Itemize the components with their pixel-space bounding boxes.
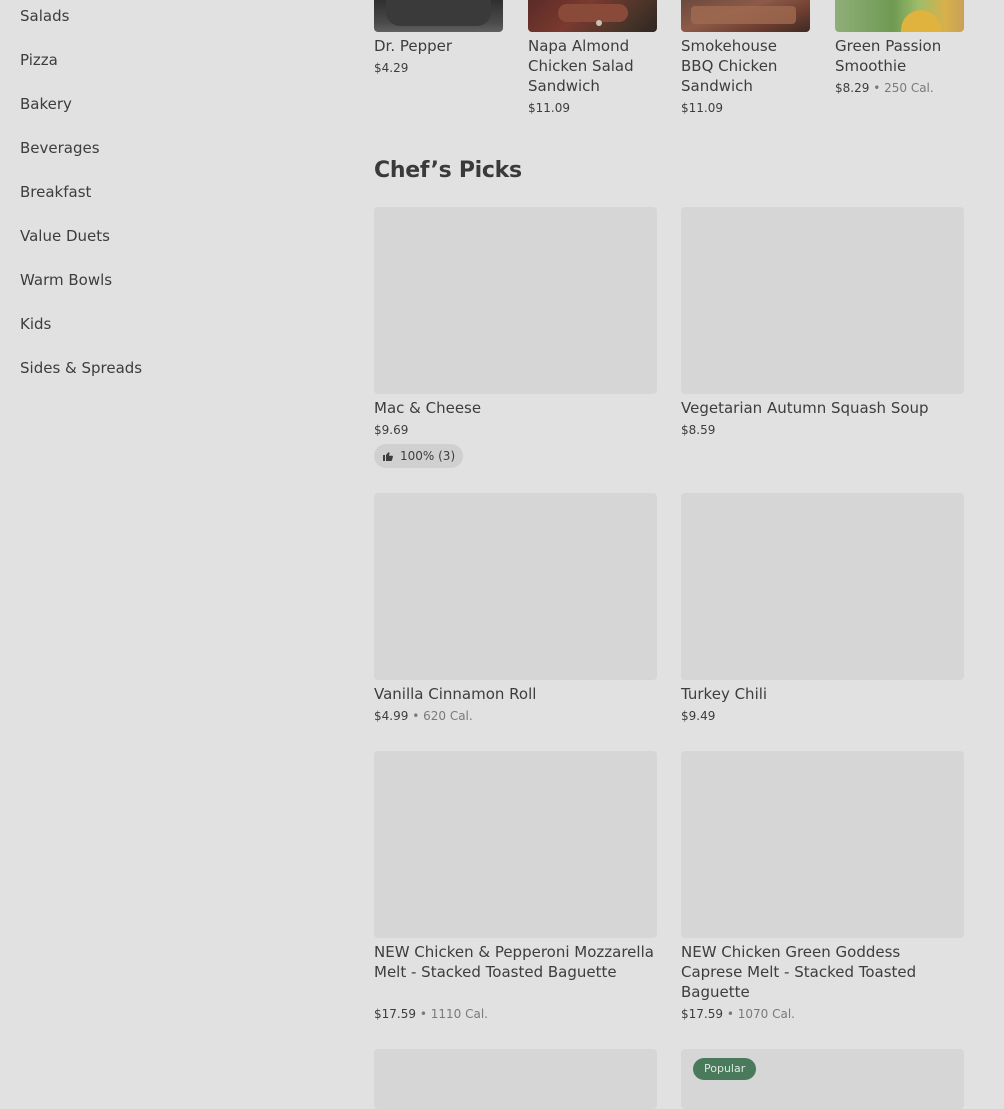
- item-price-line: [374, 1007, 488, 1021]
- item-calories: 1070 Cal.: [737, 1007, 795, 1021]
- rating-pill: [374, 444, 463, 468]
- item-name: NEW Chicken & Pepperoni Mozzarella Melt - Stacked Toasted Baguette: [374, 943, 654, 981]
- item-price-line: [374, 709, 473, 723]
- item-price: $8.59: [681, 423, 716, 437]
- item-name: Smokehouse BBQ Chicken Sandwich: [681, 37, 778, 95]
- menu-item-card[interactable]: [681, 751, 964, 1031]
- item-name: Vegetarian Autumn Squash Soup: [681, 399, 929, 417]
- item-name: Vanilla Cinnamon Roll: [374, 685, 537, 703]
- item-name: NEW Chicken Green Goddess Caprese Melt - Stacked Toasted Baguette: [681, 943, 917, 1001]
- item-image-placeholder: [681, 493, 964, 680]
- item-price-line: [374, 61, 408, 75]
- item-image-placeholder: [681, 751, 964, 938]
- item-price: $17.59: [374, 1007, 416, 1021]
- item-image: [374, 0, 503, 32]
- item-name: Dr. Pepper: [374, 37, 453, 55]
- item-price: $4.29: [374, 61, 409, 75]
- item-image-placeholder: [374, 493, 657, 680]
- separator-dot: •: [873, 81, 881, 95]
- menu-item-card[interactable]: [374, 1049, 657, 1109]
- item-price-line: [681, 101, 723, 115]
- menu-item-card[interactable]: [681, 207, 964, 447]
- item-price-line: [681, 1007, 795, 1021]
- rating-text: 100% (3): [400, 449, 456, 463]
- sidebar-item-breakfast[interactable]: Breakfast: [20, 183, 92, 201]
- item-price: $9.69: [374, 423, 409, 437]
- sidebar-item-kids[interactable]: Kids: [20, 315, 52, 333]
- sidebar-item-sides-spreads[interactable]: Sides & Spreads: [20, 359, 143, 377]
- section-title-chefs-picks: Chef’s Picks: [374, 158, 522, 183]
- menu-item-card[interactable]: [374, 751, 657, 1031]
- item-calories: 250 Cal.: [884, 81, 934, 95]
- sidebar-item-value-duets[interactable]: Value Duets: [20, 227, 110, 245]
- item-price-line: [835, 81, 934, 95]
- item-image: [528, 0, 657, 32]
- sidebar-item-pizza[interactable]: Pizza: [20, 51, 58, 69]
- item-price-line: [681, 709, 715, 723]
- item-price: $11.09: [681, 101, 723, 115]
- menu-item-card[interactable]: [374, 207, 657, 469]
- item-name: Napa Almond Chicken Salad Sandwich: [528, 37, 634, 95]
- separator-dot: •: [419, 1007, 427, 1021]
- popular-badge: Popular: [693, 1058, 756, 1080]
- separator-dot: •: [412, 709, 420, 723]
- item-image: [681, 0, 810, 32]
- item-image-placeholder: [374, 751, 657, 938]
- item-price-line: [528, 101, 570, 115]
- item-price: $17.59: [681, 1007, 723, 1021]
- sidebar-item-warm-bowls[interactable]: Warm Bowls: [20, 271, 113, 289]
- separator-dot: •: [726, 1007, 734, 1021]
- sidebar-item-salads[interactable]: Salads: [20, 7, 70, 25]
- menu-item-card[interactable]: [681, 493, 964, 733]
- item-price-line: [374, 423, 408, 437]
- item-price: $11.09: [528, 101, 570, 115]
- item-image-placeholder: [374, 207, 657, 394]
- item-name: Turkey Chili: [681, 685, 768, 703]
- item-calories: 620 Cal.: [423, 709, 473, 723]
- item-calories: 1110 Cal.: [430, 1007, 488, 1021]
- item-name: Mac & Cheese: [374, 399, 482, 417]
- sidebar-item-bakery[interactable]: Bakery: [20, 95, 72, 113]
- sidebar-item-beverages[interactable]: Beverages: [20, 139, 100, 157]
- item-name: Green Passion Smoothie: [835, 37, 942, 75]
- item-price: $4.99: [374, 709, 409, 723]
- item-price-line: [681, 423, 715, 437]
- item-image: [835, 0, 964, 32]
- item-price: $8.29: [835, 81, 870, 95]
- item-image-placeholder: [681, 207, 964, 394]
- thumbs-up-icon: [382, 450, 394, 462]
- item-price: $9.49: [681, 709, 716, 723]
- menu-item-card[interactable]: [374, 493, 657, 733]
